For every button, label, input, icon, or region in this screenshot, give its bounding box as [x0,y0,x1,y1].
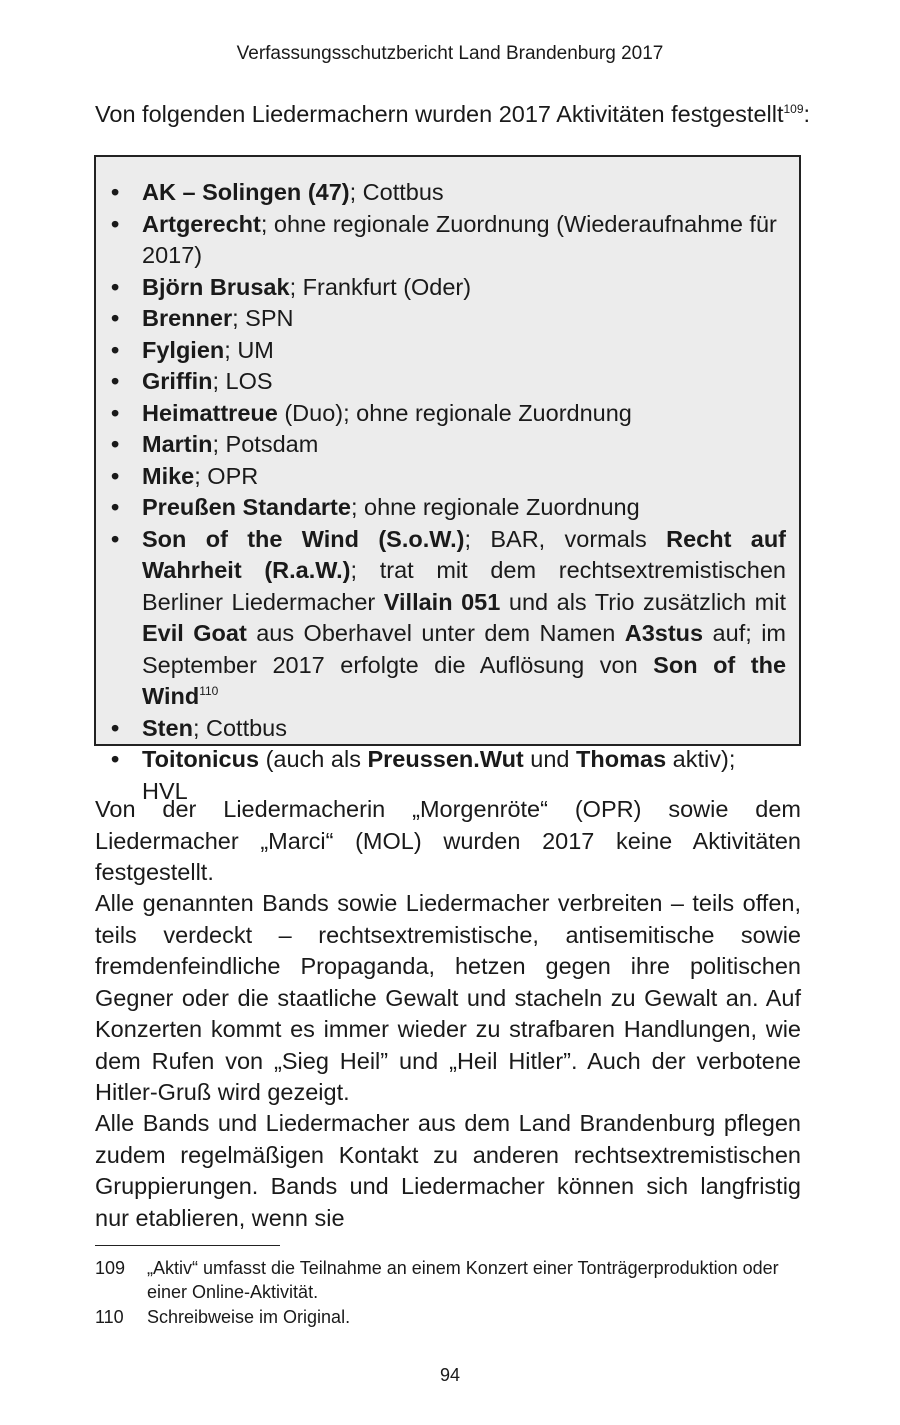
detail-text: auf; im September 2017 erfolgte die Auflösung von [142,620,786,678]
list-item-detail: ; LOS [212,368,273,394]
bullet-icon: • [111,368,120,394]
detail-text: ; BAR, vormals [464,525,667,552]
list-item [111,303,786,335]
list-item-detail: ; OPR [194,462,259,489]
band-name: Son of the Wind (S.o.W.) [142,525,465,552]
bullet-icon: • [111,462,120,489]
list-item [111,335,786,367]
list-item-detail: ; ohne regionale Zuordnung [350,494,640,520]
list-item [111,461,786,493]
band-name: Son of the Wind [142,651,787,709]
bullet-icon: • [111,399,120,426]
footnote-divider [95,1245,280,1246]
list-item-name: Artgerecht [142,210,261,237]
list-item-name: Fylgien [142,336,225,363]
band-name: Thomas [576,746,667,772]
list-item-detail: ; UM [224,336,274,363]
list-item-son-of-the-wind [111,524,786,713]
band-name: Villain 051 [383,588,501,615]
footnote-text: „Aktiv“ umfasst die Teilnahme an einem Konzert einer Tonträgerproduktion oder einer Online-Aktivität. [147,1258,779,1302]
bullet-icon: • [111,494,120,520]
list-item [111,209,786,272]
list-item-name: Sten [142,714,193,741]
footnote-number: 110 [95,1307,124,1327]
list-item-name: Mike [142,462,195,489]
list-item-detail: ; Frankfurt (Oder) [289,273,472,300]
footnote-number: 109 [95,1258,126,1278]
band-name: Recht auf Wahrheit (R.a.W.) [142,525,786,583]
footnote-ref-110[interactable]: 110 [199,684,219,698]
bullet-icon: • [111,746,120,772]
list-item-detail: ; SPN [232,305,294,331]
band-name: Preussen.Wut [367,746,524,772]
bullet-icon: • [111,273,120,300]
liedermacher-box [94,155,801,804]
list-item-detail: (Duo); ohne regionale Zuordnung [277,399,632,426]
footnote-text: Schreibweise im Original. [147,1307,351,1327]
list-item-name: Preußen Standarte [142,494,351,520]
list-item-name: Martin [142,431,213,457]
band-name: Evil Goat [142,620,247,646]
footnote-ref-109[interactable]: 109 [783,102,804,116]
paragraph-inactive: Von der Liedermacherin „Morgenröte“ (OPR) sowie dem Liedermacher „Marci“ (MOL) wurden 2017 keine Aktivitäten festgestellt. [95,796,801,885]
list-item [111,398,786,430]
detail-text: ; trat mit dem rechtsextremistischen Berliner Liedermacher [142,557,786,615]
list-item-detail: ; Cottbus [349,179,444,205]
list-item [111,429,786,461]
liedermacher-list [111,177,786,807]
detail-text: (auch als [259,746,368,772]
list-item [111,492,786,524]
list-item-name: AK – Solingen (47) [142,179,350,205]
paragraph-contacts: Alle Bands und Liedermacher aus dem Land Brandenburg pflegen zudem regelmäßigen Kontakt zu anderen rechtsextremistischen Gruppierungen. Bands und Liedermacher können sich langfristig nur etablieren, wenn sie [95,1110,801,1231]
running-header: Verfassungsschutzbericht Land Brandenburg 2017 [236,43,664,64]
list-item [111,272,786,304]
bullet-icon: • [111,336,120,363]
footnote-109 [95,1256,805,1304]
footnote-110 [95,1305,805,1329]
list-item [111,713,786,745]
detail-text: aus Oberhavel unter dem Namen [246,620,625,646]
list-item-name: Brenner [142,305,233,331]
bullet-icon: • [111,525,120,552]
list-item-detail: ; Cottbus [192,714,287,741]
band-name: A3stus [624,620,704,646]
list-item-name: Heimattreue [142,399,278,426]
detail-text: aktiv); HVL [142,746,736,804]
band-name: Toitonicus [142,746,260,772]
detail-text: und [523,746,577,772]
page-number: 94 [439,1365,461,1385]
list-item [111,177,786,209]
detail-text: und als Trio zusätzlich mit [500,588,786,615]
bullet-icon: • [111,179,120,205]
list-item-name: Björn Brusak [142,273,290,300]
bullet-icon: • [111,210,120,237]
intro-colon: : [803,101,811,127]
intro-text: Von folgenden Liedermachern wurden 2017 Aktivitäten festgestellt [95,101,784,127]
bullet-icon: • [111,305,120,331]
bullet-icon: • [111,714,120,741]
list-item-detail: ; ohne regionale Zuordnung (Wiederaufnahme für 2017) [142,210,777,268]
intro-sentence [95,98,811,130]
bullet-icon: • [111,431,120,457]
list-item [111,366,786,398]
paragraph-propaganda: Alle genannten Bands sowie Liedermacher verbreiten – teils offen, teils verdeckt – rechtsextremistische, antisemitische sowie fremdenfeindliche Propaganda, hetzen gegen ihre politischen Gegner oder die staatliche Gewalt und stacheln zu Gewalt an. Auf Konzerten kommt es immer wieder zu strafbaren Handlungen, wie dem Rufen von „Sieg Heil” und „Heil Hitler”. Auch der verbotene Hitler-Gruß wird gezeigt. [95,890,801,1105]
list-item-detail: ; Potsdam [212,431,319,457]
list-item-name: Griffin [142,368,213,394]
